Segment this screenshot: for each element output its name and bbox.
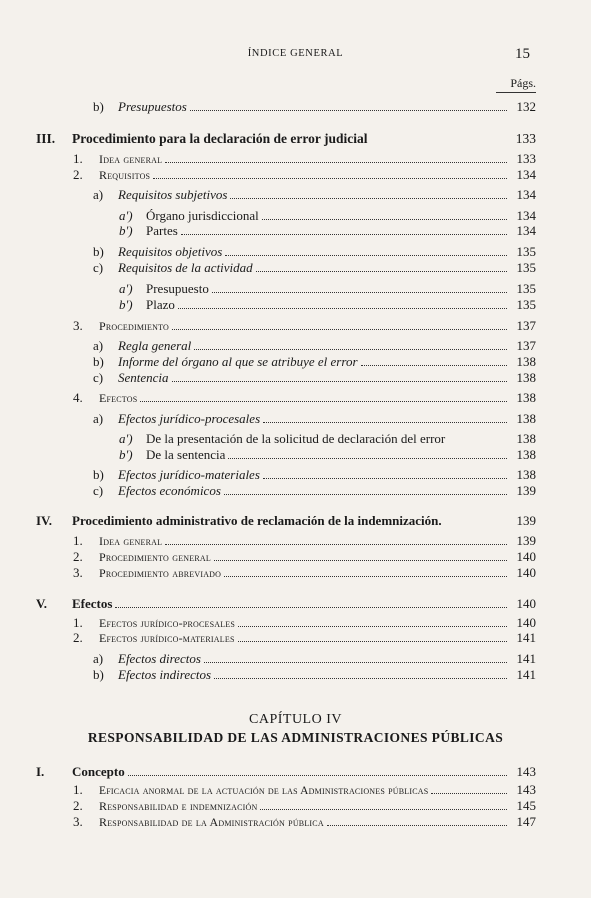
dot-leader	[165, 533, 507, 545]
entry-number: 3.	[73, 565, 83, 580]
entry-page: 133	[516, 151, 536, 166]
entry-number: 2.	[73, 167, 83, 182]
entry-number: a)	[93, 411, 104, 426]
entry-number: a)	[93, 338, 104, 353]
entry-page: 135	[516, 281, 536, 296]
dot-leader	[260, 798, 507, 810]
entry-title: Responsabilidad de la Administración pública	[99, 815, 324, 829]
toc-entry	[73, 797, 536, 814]
entry-title: Idea general	[99, 152, 163, 166]
entry-title: Efectos jurídico-materiales	[118, 467, 260, 482]
entry-number: a')	[119, 281, 133, 296]
dot-leader	[263, 467, 507, 479]
dot-leader	[238, 630, 507, 642]
entry-title: De la sentencia	[146, 447, 226, 462]
entry-number: b')	[119, 447, 133, 462]
entry-page: 137	[516, 318, 536, 333]
toc-entry	[73, 813, 536, 830]
toc-entry	[93, 482, 536, 499]
entry-title: Órgano jurisdiccional	[146, 208, 259, 223]
entry-number: 4.	[73, 390, 83, 405]
entry-number: 3.	[73, 814, 83, 829]
entry-title: Efectos jurídico-procesales	[99, 616, 236, 630]
entry-title: Idea general	[99, 534, 163, 548]
entry-title: Efectos indirectos	[118, 667, 212, 682]
section-page: 139	[516, 513, 536, 528]
entry-page: 140	[516, 565, 536, 580]
entry-page: 134	[516, 208, 536, 223]
dot-leader	[263, 411, 507, 423]
entry-page: 140	[516, 615, 536, 630]
toc-entry	[93, 650, 536, 667]
entry-page: 138	[516, 354, 536, 369]
entry-page: 138	[516, 467, 536, 482]
toc-entry	[73, 150, 536, 167]
entry-page: 134	[516, 167, 536, 182]
entry-page: 141	[516, 630, 536, 645]
dot-leader	[181, 223, 507, 235]
section-number: V.	[36, 596, 47, 611]
toc-entry	[93, 466, 536, 483]
entry-page: 141	[516, 667, 536, 682]
section-spacer	[370, 132, 507, 143]
dot-leader	[165, 151, 507, 163]
entry-title: Efectos jurídico-materiales	[99, 631, 235, 645]
entry-number: 1.	[73, 151, 83, 166]
toc-entry	[119, 280, 536, 297]
running-title: ÍNDICE GENERAL	[247, 48, 344, 59]
dot-leader	[194, 338, 507, 350]
dot-leader	[178, 297, 507, 309]
entry-title: Presupuesto	[146, 281, 209, 296]
entry-title: Procedimiento	[99, 319, 170, 333]
section-number: I.	[36, 764, 45, 779]
dot-leader	[190, 99, 507, 111]
dot-leader	[172, 318, 507, 330]
dot-leader	[262, 208, 507, 220]
entry-page: 138	[516, 390, 536, 405]
entry-number: 1.	[73, 782, 83, 797]
section-title: Efectos	[72, 596, 113, 611]
toc-entry	[93, 410, 536, 427]
entry-number: b)	[93, 99, 104, 114]
entry-number: 3.	[73, 318, 83, 333]
entry-page: 143	[516, 782, 536, 797]
entry-number: 2.	[73, 549, 83, 564]
entry-page: 138	[516, 431, 536, 446]
entry-number: c)	[93, 260, 104, 275]
entry-page: 134	[516, 223, 536, 238]
entry-title: Efectos	[99, 391, 138, 405]
toc-entry	[119, 222, 536, 239]
entry-title: Procedimiento general	[99, 550, 211, 564]
section-page: 140	[516, 596, 536, 611]
entry-page: 138	[516, 447, 536, 462]
entry-page: 138	[516, 411, 536, 426]
toc-section	[36, 130, 536, 147]
entry-title: Regla general	[118, 338, 192, 353]
entry-number: b)	[93, 467, 104, 482]
dot-leader	[140, 390, 507, 402]
entry-page: 141	[516, 651, 536, 666]
dot-leader	[256, 260, 507, 272]
dot-leader	[327, 814, 507, 826]
entry-number: b)	[93, 667, 104, 682]
entry-page: 139	[516, 533, 536, 548]
entry-number: c)	[93, 483, 104, 498]
toc-entry	[119, 296, 536, 313]
section-page: 133	[515, 131, 536, 146]
toc-entry	[93, 337, 536, 354]
entry-number: a)	[93, 651, 104, 666]
pages-column-label: Págs.	[510, 76, 536, 90]
entry-page: 137	[516, 338, 536, 353]
entry-title: Efectos directos	[118, 651, 201, 666]
entry-number: b')	[119, 297, 133, 312]
dot-leader	[224, 565, 507, 577]
entry-title: Procedimiento abreviado	[99, 566, 222, 580]
dot-leader	[153, 167, 507, 179]
toc-entry	[73, 781, 536, 798]
section-number: IV.	[36, 513, 53, 528]
entry-title: Requisitos objetivos	[118, 244, 223, 259]
entry-page: 147	[516, 814, 536, 829]
entry-title: De la presentación de la solicitud de declaración del error	[146, 431, 446, 446]
toc-entry	[73, 317, 536, 334]
entry-number: c)	[93, 370, 104, 385]
section-title: Concepto	[72, 764, 125, 779]
dot-leader	[172, 370, 507, 382]
entry-number: a)	[93, 187, 104, 202]
entry-title: Plazo	[146, 297, 175, 312]
entry-page: 134	[516, 187, 536, 202]
dot-leader	[230, 187, 507, 199]
dot-leader	[212, 281, 507, 293]
toc-entry	[119, 446, 536, 463]
toc-entry	[73, 389, 536, 406]
toc-section	[36, 595, 536, 612]
entry-number: 1.	[73, 615, 83, 630]
entry-page: 140	[516, 549, 536, 564]
section-number: III.	[36, 131, 56, 146]
toc-entry	[73, 532, 536, 549]
dot-leader	[224, 483, 507, 495]
toc-entry	[93, 666, 536, 683]
entry-title: Efectos económicos	[118, 483, 221, 498]
toc-entry	[93, 259, 536, 276]
toc-entry	[119, 430, 536, 447]
entry-title: Sentencia	[118, 370, 169, 385]
section-title: Procedimiento para la declaración de error judicial	[72, 131, 368, 146]
entry-page: 135	[516, 244, 536, 259]
dot-leader	[431, 782, 507, 794]
dot-leader	[204, 651, 507, 663]
entry-title: Efectos jurídico-procesales	[118, 411, 261, 426]
toc-entry	[93, 186, 536, 203]
chapter-title: RESPONSABILIDAD DE LAS ADMINISTRACIONES PÚBLICAS	[87, 730, 504, 745]
entry-number: b)	[93, 354, 104, 369]
dot-leader	[238, 615, 507, 627]
entry-page: 135	[516, 260, 536, 275]
toc-entry	[93, 353, 536, 370]
entry-page: 139	[516, 483, 536, 498]
entry-page: 132	[516, 99, 536, 114]
entry-number: 2.	[73, 798, 83, 813]
entry-number: 1.	[73, 533, 83, 548]
dot-leader	[228, 447, 507, 459]
dot-leader	[214, 667, 507, 679]
section-spacer	[445, 514, 507, 525]
entry-title: Requisitos	[99, 168, 151, 182]
entry-page: 145	[516, 798, 536, 813]
chapter-number: CAPÍTULO IV	[249, 712, 342, 727]
section-title: Procedimiento administrativo de reclamación de la indemnización.	[72, 513, 442, 528]
toc-entry	[73, 629, 536, 646]
entry-title: Partes	[146, 223, 178, 238]
entry-number: b)	[93, 244, 104, 259]
entry-title: Requisitos subjetivos	[118, 187, 228, 202]
entry-title: Requisitos de la actividad	[118, 260, 253, 275]
entry-title: Responsabilidad e indemnización	[99, 799, 258, 813]
toc-section	[36, 763, 536, 780]
dot-leader	[361, 354, 508, 366]
toc-entry	[73, 166, 536, 183]
entry-title: Informe del órgano al que se atribuye el error	[118, 354, 358, 369]
toc-entry	[73, 564, 536, 581]
page-number: 15	[515, 46, 530, 62]
entry-number: b')	[119, 223, 133, 238]
dot-leader	[225, 244, 507, 256]
dot-leader	[214, 549, 507, 561]
toc-entry	[93, 243, 536, 260]
section-page: 143	[516, 764, 536, 779]
entry-number: a')	[119, 208, 133, 223]
entry-title: Presupuestos	[118, 99, 187, 114]
toc-entry	[73, 548, 536, 565]
toc-section	[36, 512, 536, 529]
dot-leader	[448, 432, 507, 443]
entry-page: 138	[516, 370, 536, 385]
dot-leader	[115, 596, 507, 608]
entry-title: Eficacia anormal de la actuación de las Administraciones públicas	[99, 785, 429, 797]
entry-number: a')	[119, 431, 133, 446]
entry-number: 2.	[73, 630, 83, 645]
toc-entry	[93, 369, 536, 386]
dot-leader	[128, 764, 507, 776]
toc-entry	[93, 98, 536, 115]
entry-page: 135	[516, 297, 536, 312]
